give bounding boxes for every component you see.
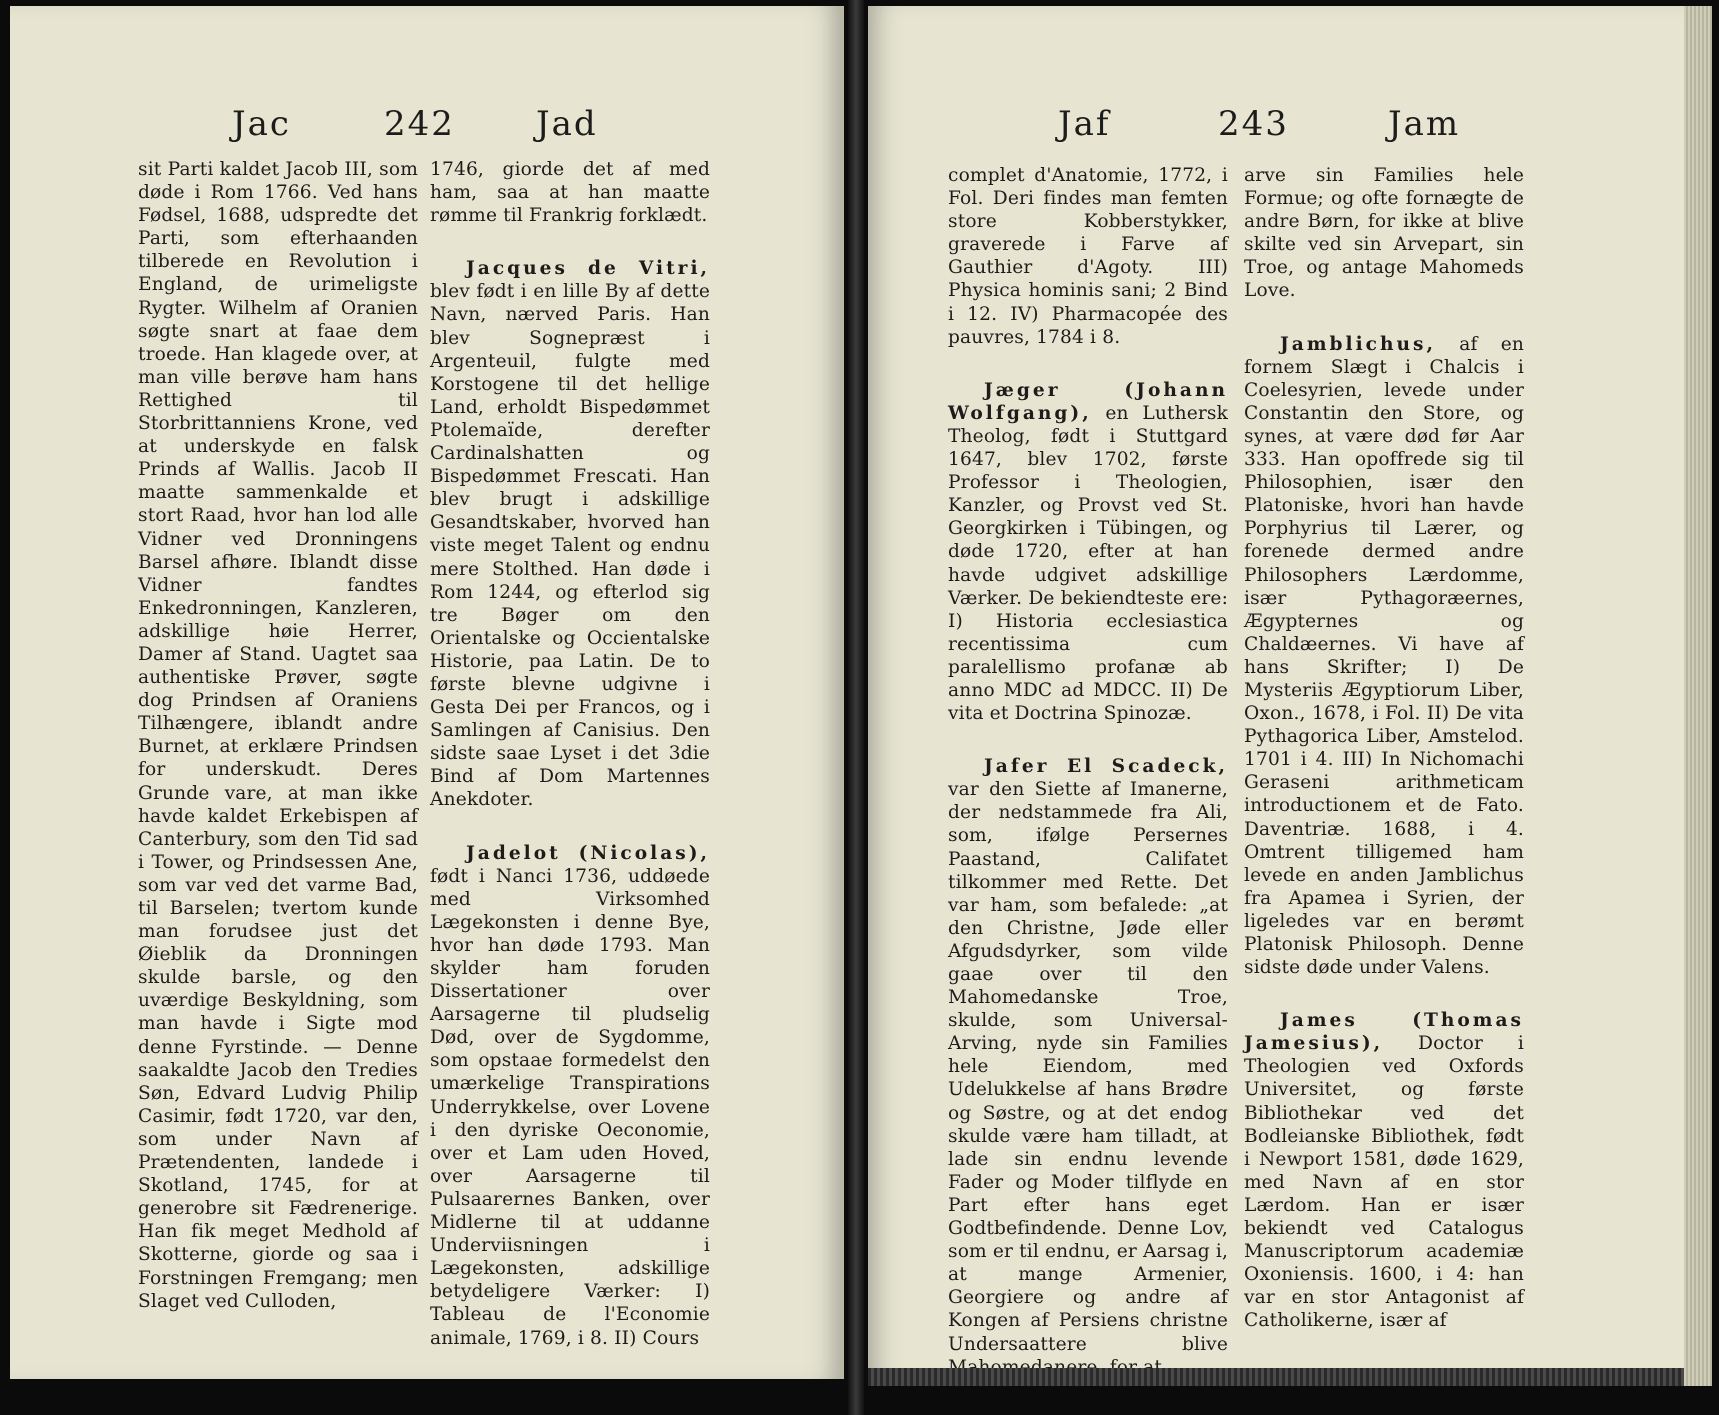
left-page-column-2 (430, 158, 710, 1379)
left-page-header (10, 104, 841, 156)
right-page-column-1 (948, 164, 1228, 1386)
right-page (868, 6, 1712, 1386)
right-guide-word-last: Jam (1388, 104, 1461, 144)
left-guide-word-last: Jad (536, 104, 598, 144)
right-guide-word-first: Jaf (1058, 104, 1111, 144)
entry-jafer-el-scadeck (948, 755, 1228, 1379)
entry-body: født i Nanci 1736, uddøede med Virksomhed Lægekonsten i denne Bye, hvor han døde 1793. Man skylder ham foruden Dissertationer over Aarsagerne til pludselig Død, over de Sygdomme, som opstaae formedelst den umærkelige Transpirations Underrykkelse, over Lovene i den dyriske Oeconomie, over et Lam uden Hoved, over Aarsagerne til Pulsaarernes Banken, over Midlerne til at uddanne Underviisningen i Lægekonsten, adskillige betydeligere Værker: I) Tableau de l'Economie animale, 1769, i 8. II) Cours (430, 865, 710, 1349)
left-page (10, 6, 844, 1379)
entry-body: blev født i en lille By af dette Navn, nærved Paris. Han blev Sognepræst i Argenteuil, fulgte med Korstogene til det hellige Land, erholdt Bispedømmet Ptolemaïde, derefter Cardinalshatten og Bispedømmet Frescati. Han blev brugt i adskillige Gesandtskaber, hvorved han viste meget Talent og endnu mere Stolthed. Han døde i Rom 1244, og efterlod sig tre Bøger om den Orientalske og Occientalske Historie, paa Latin. De to første blevne udgivne i Gesta Dei per Francos, og i Samlingen af Canisius. Den sidste saae Lyset i det 3die Bind af Dom Martennes Anekdoter. (430, 281, 710, 811)
right-page-column-2 (1244, 164, 1524, 1363)
entry-body: var den Siette af Imanerne, der nedstammede fra Ali, som, ifølge Persernes Paastand, Califatet tilkommer med Rette. Det var ham, som befalede: „at den Christne, Jøde eller Afgudsdyrker, som vilde gaae over til den Mahomedanske Troe, skulde, som Universal-Arving, nyde sin Families hele Eiendom, med Udelukkelse af hans Brødre og Søstre, og at det endog skulde være ham tilladt, at lade sin endnu levende Fader og Moder tilflyde en Part efter hans eget Godtbefindende. Denne Lov, som er til endnu, er Aarsag i, at mange Armenier, Georgiere og andre af Kongen af Persiens christne Undersaattere blive (948, 779, 1229, 1355)
entry-body: Doctor i Theologien ved Oxfords Universitet, og første Bibliothekar ved det Bodleianske Bibliothek, født i Newport 1581, døde 1629, med Navn af en stor Lærdom. Han er især bekiendt ved Catalogus Manuscriptorum academiæ Oxoniensis. 1600, i 4: han var en stor Antagonist af Catholikerne, især af (1244, 1033, 1524, 1332)
entry-body: en Luthersk Theolog, født i Stuttgard 1647, blev 1702, første Professor i Theologien, Kanzler, og Provst ved St. Georgkirken i Tübingen, og døde 1720, efter at han havde udgivet adskillige Værker. De bekiendteste ere: I) Historia ecclesiastica recentissima cum paralellismo profanæ ab anno MDC ad MDCC. II) De vita et Doctrina Spinozæ. (948, 402, 1228, 725)
entry-headword: Jadelot (Nicolas), (466, 842, 710, 864)
right-col1-continued-text: complet d'Anatomie, 1772, i Fol. Deri findes man femten store Kobberstykker, graverede i Farve af Gauthier d'Agoty. III) Physica hominis sani; 2 Bind i 12. IV) Pharmacopée des pauvres, 1784 i 8. (948, 165, 1228, 348)
book-spine (848, 0, 864, 1415)
entry-body: af en fornem Slægt i Chalcis i Coelesyrien, levede under Constantin den Store, og synes, at være død før Aar 333. Han opoffrede sig til Philosophien, især den Platoniske, hvori han havde Porphyrius til Lærer, og forenede dermed andre Philosophers Lærdomme, især Pythagoræernes, Ægypternes og Chaldæernes. Vi have af hans Skrifter; I) De Mysteriis Ægyptiorum Liber, Oxon., 1678, i Fol. II) De vita Pythagorica Liber, Amstelod. 1701 i 4. III) In Nichomachi Geraseni arithmeticam introductionem et de Fato. Daventriæ. 1688, i 4. Omtrent tilligemed ham levede en anden Jamblichus fra Apamea i Syrien, der ligeledes var en berømt Platonisk Philosoph. Denne sidste døde under Valens. (1244, 333, 1524, 979)
entry-jaeger (948, 379, 1228, 725)
left-guide-word-first: Jac (232, 104, 291, 144)
left-col1-continued-text: sit Parti kaldet Jacob III, som døde i Rom 1766. Ved hans Fødsel, 1688, udspredte det Parti, som efterhaanden tilberede en Revolution i England, de urimeligste Rygter. Wilhelm af Oranien søgte snart at faae dem troede. Han klagede over, at man ville berøve ham hans Rettighed til Storbrittanniens Krone, ved at underskyde en falsk Prinds af Wallis. Jacob II maatte sammenkalde et stort Raad, hvor han lod alle Vidner ved Dronningens Barsel afhøre. Iblandt disse Vidner fandtes Enkedronningen, Kanzleren, adskillige høie Herrer, Damer af Stand. Uagtet saa authentiske Prøver, søgte dog Prindsen af Oraniens Tilhængere, iblandt andre Burnet, at erklære Prindsen for underskudt. Deres Grunde vare, at man ikke havde kaldet Erkebispen af Canterbury, som den Tid sad i Tower, og Prindsessen Ane, som var ved det varme Bad, til Barselen; tvertom kunde man forudsee just det Øieblik da Dronningen skulde barsle, og den uværdige Beskyldning, som man havde i Sigte mod denne Fyrstinde. — Denne saakaldte Jacob den Tredies Søn, Edvard Ludvig Philip Casimir, født 1720, var den, som under Navn af Prætendenten, landede i Skotland, 1745, for at generobre sit Fædrenerige. Han fik meget Medhold af Skotterne, giorde og saa i Forstningen Fremgang; men Slaget ved Culloden, (138, 159, 418, 1312)
left-col2-continued-text: 1746, giorde det af med ham, saa at han maatte rømme til Frankrig forklædt. (430, 159, 710, 227)
left-page-number: 242 (384, 104, 455, 144)
entry-headword: Jæger (Johann Wolfgang), (948, 379, 1228, 424)
entry-headword: Jafer El Scadeck, (984, 756, 1228, 778)
entry-headword: James (Thomas Jamesius), (1244, 1010, 1524, 1055)
entry-headword: Jacques de Vitri, (466, 258, 710, 280)
right-col2-continued-text: arve sin Families hele Formue; og ofte fornægte de andre Børn, for ikke at blive skilte ved sin Arvepart, sin Troe, og antage Mahomeds Love. (1244, 165, 1524, 302)
right-page-number: 243 (1218, 104, 1289, 144)
entry-jamblichus (1244, 333, 1524, 980)
page-edge-bottom (868, 1368, 1712, 1386)
left-page-column-1 (138, 158, 418, 1343)
entry-james (1244, 1009, 1524, 1332)
right-page-header (868, 104, 1712, 156)
entry-jadelot (430, 842, 710, 1350)
entry-jacques-de-vitri (430, 257, 710, 811)
entry-headword: Jamblichus, (1280, 333, 1436, 355)
